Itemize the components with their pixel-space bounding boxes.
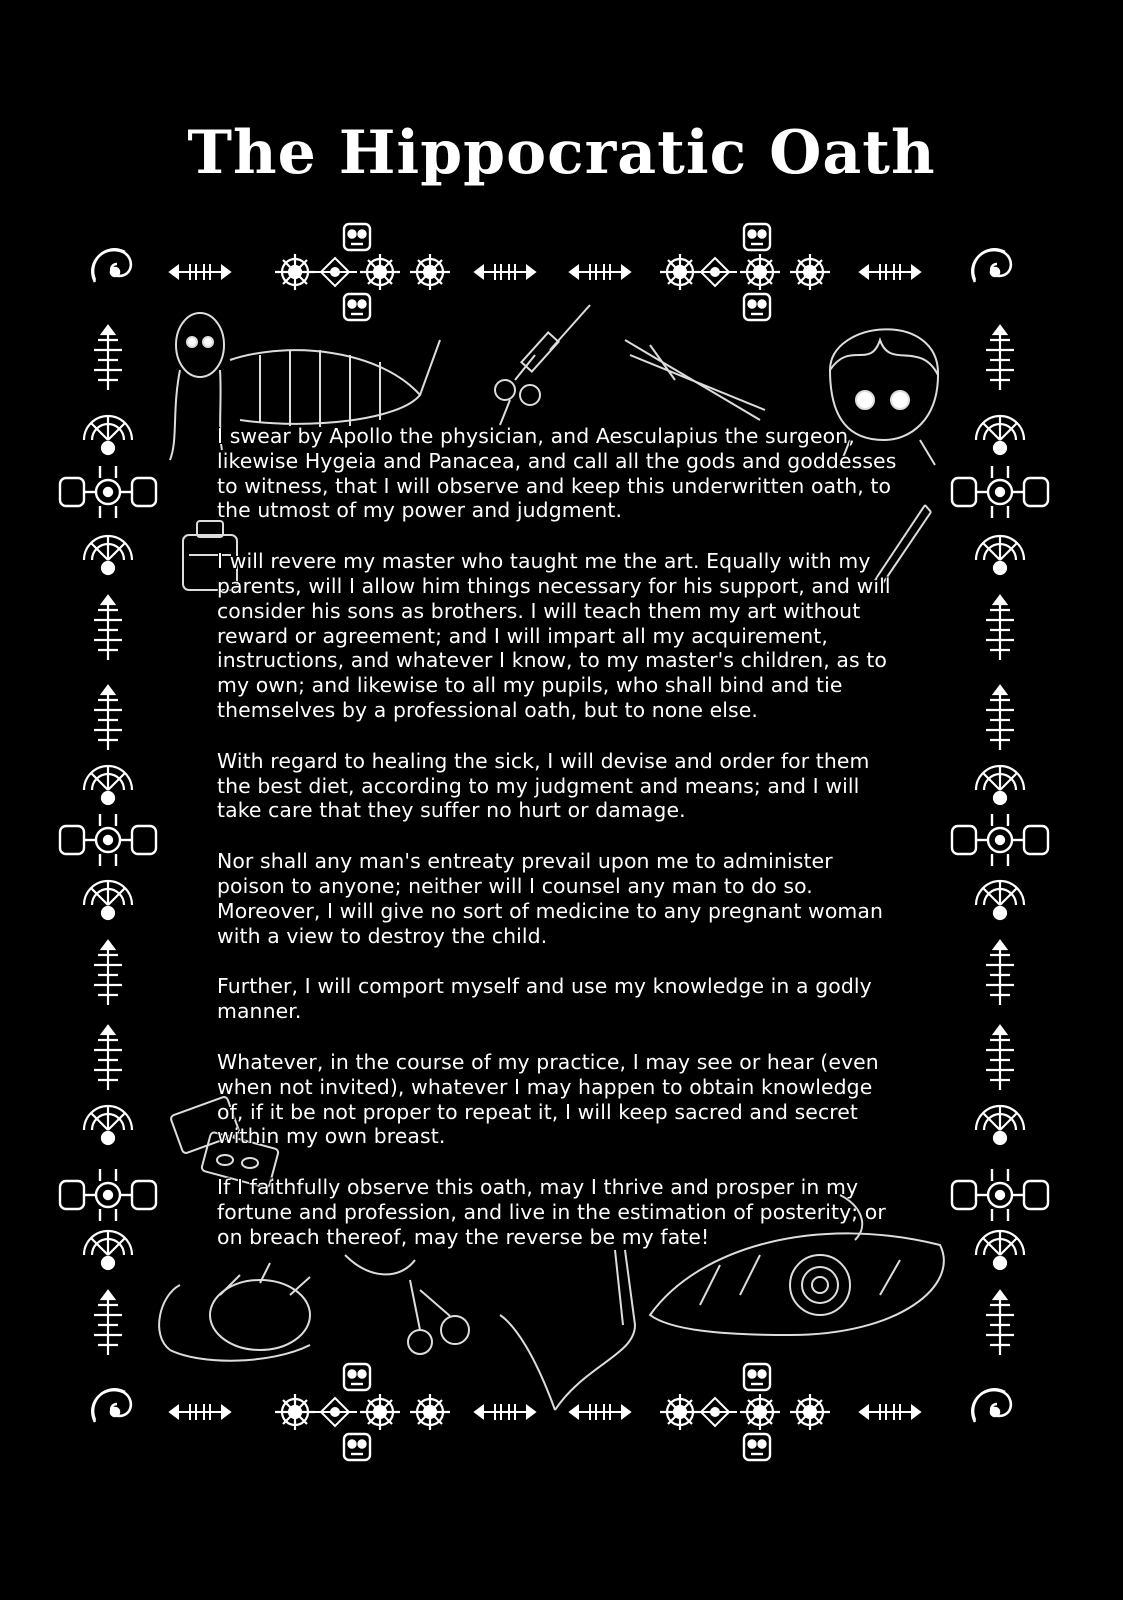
syringe-illustration [490,300,600,430]
oath-paragraph-5: Further, I will comport myself and use my knowledge in a godly manner. [217,974,872,1024]
scissors-illustration [620,330,770,430]
page-title: The Hippocratic Oath [187,118,936,188]
oath-paragraph-6: Whatever, in the course of my practice, I may see or hear (even when not invited), whatever I may happen to obtain knowledge of, if it be not proper to repeat it, I will keep sacred and secret within my own breast. [217,1049,879,1149]
oath-text [217,424,897,1276]
oath-paragraph-4: Nor shall any man's entreaty prevail upon me to administer poison to anyone; neither will I counsel any man to do so. Moreover, I will give no sort of medicine to any pregnant woman with a view to destroy the child. [217,849,883,948]
right-border [952,326,1048,1355]
left-border [60,326,156,1355]
oath-paragraph-1: I swear by Apollo the physician, and Aesculapius the surgeon, likewise Hygeia and Panacea, and call all the gods and goddesses to witness, that I will observe and keep this underwritten oath, to the utmost of my power and judgment. [217,424,897,523]
oath-paragraph-3: With regard to healing the sick, I will devise and order for them the best diet, according to my judgment and means; and I will take care that they suffer no hurt or damage. [217,748,870,823]
oath-paragraph-7: If I faithfully observe this oath, may I thrive and prosper in my fortune and profession, and live in the estimation of posterity; or on breach thereof, may the reverse be my fate! [217,1175,886,1249]
oath-paragraph-2: I will revere my master who taught me the art. Equally with my parents, will I allow him things necessary for his support, and will consider his sons as brothers. I will teach them my art without reward or agreement; and I will impart all my acquirement, instructions, and whatever I know, to my master's children, as to my own; and likewise to all my pupils, who shall bind and tie themselves by a professional oath, but to none else. [217,549,891,722]
